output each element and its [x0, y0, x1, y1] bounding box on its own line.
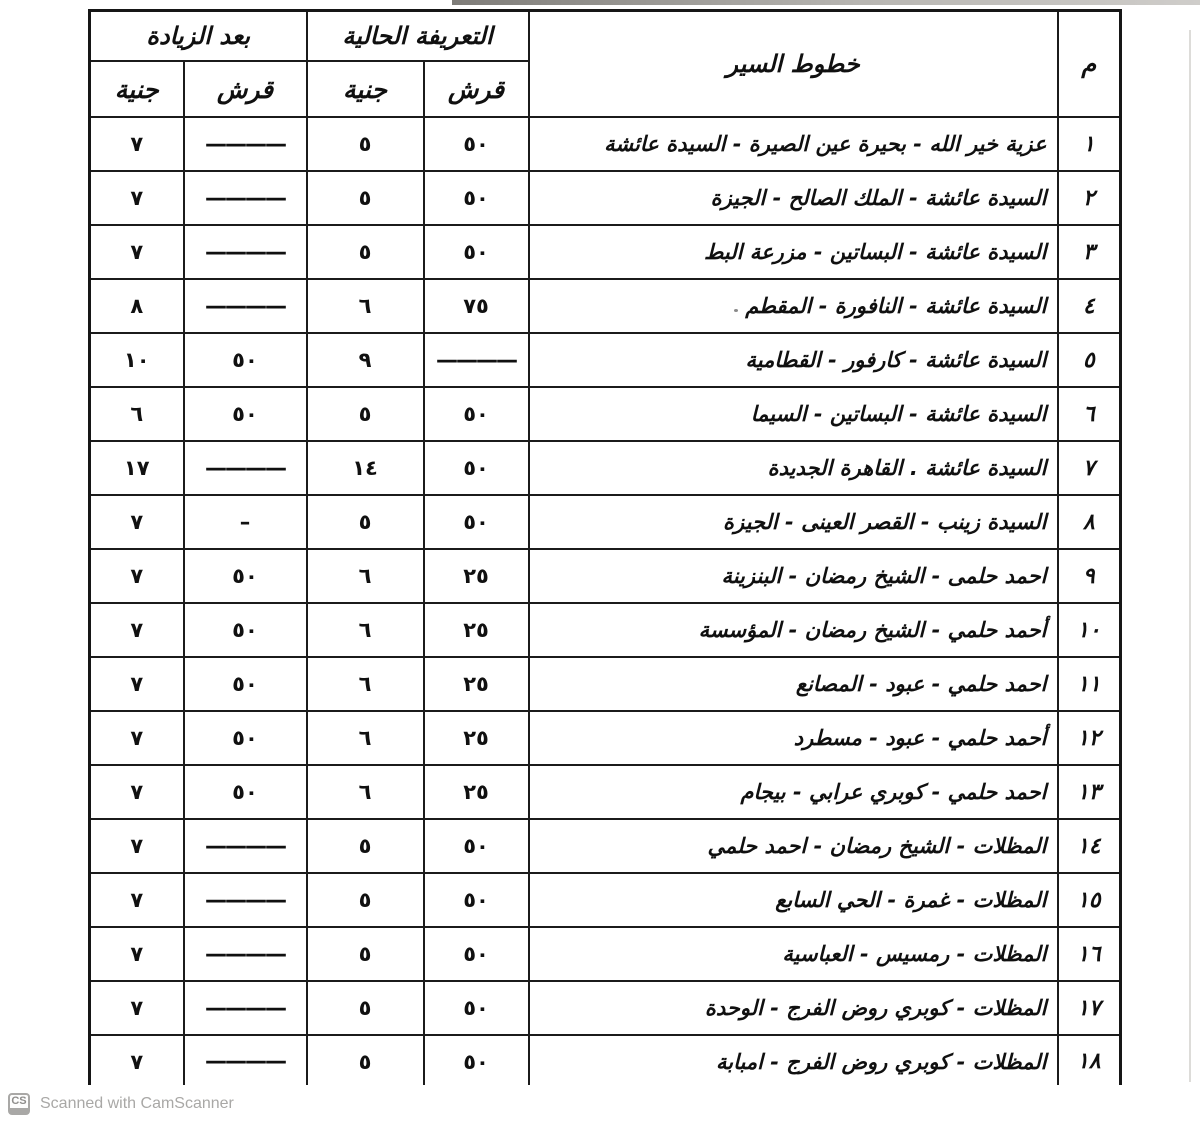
after-piasters-cell: ٥٠ — [184, 387, 307, 441]
route-cell: المظلات - كوبري روض الفرج - امبابة — [529, 1035, 1058, 1089]
serial-cell: ٤ — [1058, 279, 1121, 333]
current-piasters-cell: ٢٥ — [424, 657, 529, 711]
after-pounds-cell: ٨ — [90, 279, 184, 333]
serial-cell: ٥ — [1058, 333, 1121, 387]
current-piasters-cell: ٥٠ — [424, 225, 529, 279]
route-cell: المظلات - الشيخ رمضان - احمد حلمي — [529, 819, 1058, 873]
current-pounds-cell: ٦ — [307, 279, 424, 333]
serial-cell: ١٤ — [1058, 819, 1121, 873]
after-pounds-cell: ١٠ — [90, 333, 184, 387]
route-cell: السيدة عائشة . القاهرة الجديدة — [529, 441, 1058, 495]
route-cell: احمد حلمى - الشيخ رمضان - البنزينة — [529, 549, 1058, 603]
route-cell: المظلات - رمسيس - العباسية — [529, 927, 1058, 981]
current-piasters-cell: ٥٠ — [424, 117, 529, 171]
current-pounds-cell: ٦ — [307, 657, 424, 711]
after-piasters-cell: ———— — [184, 171, 307, 225]
current-piasters-cell: ٢٥ — [424, 603, 529, 657]
after-piasters-cell: ———— — [184, 927, 307, 981]
route-cell: السيدة زينب - القصر العينى - الجيزة — [529, 495, 1058, 549]
route-cell: السيدة عائشة - الملك الصالح - الجيزة — [529, 171, 1058, 225]
current-pounds-cell: ٥ — [307, 1035, 424, 1089]
serial-cell: ٧ — [1058, 441, 1121, 495]
table-body — [90, 117, 1121, 1089]
current-pounds-cell: ٥ — [307, 873, 424, 927]
serial-cell: ٨ — [1058, 495, 1121, 549]
current-pounds-cell: ١٤ — [307, 441, 424, 495]
after-piasters-cell: ٥٠ — [184, 603, 307, 657]
header-routes: خطوط السير — [529, 11, 1058, 118]
camscanner-logo-icon: CS — [8, 1093, 30, 1115]
after-pounds-cell: ٧ — [90, 981, 184, 1035]
current-pounds-cell: ٥ — [307, 225, 424, 279]
current-pounds-cell: ٥ — [307, 981, 424, 1035]
route-cell: عزية خير الله - بحيرة عين الصيرة - السيدة عائشة — [529, 117, 1058, 171]
serial-cell: ١٧ — [1058, 981, 1121, 1035]
after-piasters-cell: ———— — [184, 441, 307, 495]
after-pounds-cell: ٧ — [90, 765, 184, 819]
after-pounds-cell: ٦ — [90, 387, 184, 441]
after-piasters-cell: ———— — [184, 225, 307, 279]
serial-cell: ١١ — [1058, 657, 1121, 711]
current-piasters-cell: ٢٥ — [424, 711, 529, 765]
table-row — [90, 819, 1121, 873]
table-row — [90, 1035, 1121, 1089]
current-pounds-cell: ٥ — [307, 117, 424, 171]
after-piasters-cell: ٥٠ — [184, 333, 307, 387]
current-piasters-cell: ٥٠ — [424, 981, 529, 1035]
after-pounds-cell: ١٧ — [90, 441, 184, 495]
after-piasters-cell: ———— — [184, 279, 307, 333]
current-pounds-cell: ٦ — [307, 603, 424, 657]
current-pounds-cell: ٦ — [307, 549, 424, 603]
after-piasters-cell: ٥٠ — [184, 549, 307, 603]
route-cell: احمد حلمي - كوبري عرابي - بيجام — [529, 765, 1058, 819]
after-pounds-cell: ٧ — [90, 657, 184, 711]
header-after-pounds: جنية — [90, 61, 184, 117]
route-cell: السيدة عائشة - كارفور - القطامية — [529, 333, 1058, 387]
header-after-piasters: قرش — [184, 61, 307, 117]
scan-edge-artifact-right — [1189, 30, 1191, 1082]
route-cell: المظلات - غمرة - الحي السابع — [529, 873, 1058, 927]
camscanner-footer — [0, 1085, 1200, 1122]
after-pounds-cell: ٧ — [90, 603, 184, 657]
table-row — [90, 225, 1121, 279]
serial-cell: ١٥ — [1058, 873, 1121, 927]
serial-cell: ٢ — [1058, 171, 1121, 225]
table-row — [90, 981, 1121, 1035]
table-row — [90, 279, 1121, 333]
table-row — [90, 711, 1121, 765]
serial-cell: ١٣ — [1058, 765, 1121, 819]
current-piasters-cell: ٥٠ — [424, 819, 529, 873]
table-row — [90, 495, 1121, 549]
after-piasters-cell: ———— — [184, 981, 307, 1035]
after-piasters-cell: ———— — [184, 117, 307, 171]
serial-cell: ٦ — [1058, 387, 1121, 441]
after-piasters-cell: ٥٠ — [184, 711, 307, 765]
table-row — [90, 603, 1121, 657]
current-pounds-cell: ٥ — [307, 387, 424, 441]
current-pounds-cell: ٦ — [307, 711, 424, 765]
route-cell: أحمد حلمي - عبود - مسطرد — [529, 711, 1058, 765]
serial-cell: ١٦ — [1058, 927, 1121, 981]
serial-cell: ١ — [1058, 117, 1121, 171]
table-header — [90, 11, 1121, 118]
serial-cell: ١٨ — [1058, 1035, 1121, 1089]
current-piasters-cell: ٥٠ — [424, 1035, 529, 1089]
current-pounds-cell: ٥ — [307, 927, 424, 981]
after-pounds-cell: ٧ — [90, 1035, 184, 1089]
after-piasters-cell: ———— — [184, 1035, 307, 1089]
route-cell: أحمد حلمي - الشيخ رمضان - المؤسسة — [529, 603, 1058, 657]
table-row — [90, 927, 1121, 981]
table-row — [90, 171, 1121, 225]
header-serial: م — [1058, 11, 1121, 118]
table-row — [90, 333, 1121, 387]
current-piasters-cell: ٥٠ — [424, 927, 529, 981]
table-row — [90, 765, 1121, 819]
fare-table — [88, 9, 1122, 1091]
after-pounds-cell: ٧ — [90, 171, 184, 225]
current-piasters-cell: ٧٥ — [424, 279, 529, 333]
current-pounds-cell: ٥ — [307, 819, 424, 873]
current-piasters-cell: ٥٠ — [424, 873, 529, 927]
after-pounds-cell: ٧ — [90, 117, 184, 171]
after-pounds-cell: ٧ — [90, 711, 184, 765]
current-pounds-cell: ٦ — [307, 765, 424, 819]
table-row — [90, 873, 1121, 927]
current-piasters-cell: ٥٠ — [424, 441, 529, 495]
current-piasters-cell: ٥٠ — [424, 495, 529, 549]
after-pounds-cell: ٧ — [90, 819, 184, 873]
after-pounds-cell: ٧ — [90, 495, 184, 549]
after-pounds-cell: ٧ — [90, 549, 184, 603]
header-current-piasters: قرش — [424, 61, 529, 117]
route-cell: السيدة عائشة - النافورة - المقطم — [529, 279, 1058, 333]
after-piasters-cell: ———— — [184, 819, 307, 873]
current-piasters-cell: ٢٥ — [424, 765, 529, 819]
current-piasters-cell: ———— — [424, 333, 529, 387]
after-piasters-cell: – — [184, 495, 307, 549]
after-pounds-cell: ٧ — [90, 873, 184, 927]
current-piasters-cell: ٥٠ — [424, 171, 529, 225]
route-cell: المظلات - كوبري روض الفرج - الوحدة — [529, 981, 1058, 1035]
route-cell: احمد حلمي - عبود - المصانع — [529, 657, 1058, 711]
route-cell: السيدة عائشة - البساتين - السيما — [529, 387, 1058, 441]
route-cell: السيدة عائشة - البساتين - مزرعة البط — [529, 225, 1058, 279]
header-current-tariff: التعريفة الحالية — [307, 11, 529, 62]
serial-cell: ٣ — [1058, 225, 1121, 279]
after-piasters-cell: ———— — [184, 873, 307, 927]
header-after-increase: بعد الزيادة — [90, 11, 307, 62]
table-row — [90, 441, 1121, 495]
after-pounds-cell: ٧ — [90, 927, 184, 981]
header-current-pounds: جنية — [307, 61, 424, 117]
after-piasters-cell: ٥٠ — [184, 657, 307, 711]
table-row — [90, 549, 1121, 603]
current-pounds-cell: ٥ — [307, 171, 424, 225]
table-row — [90, 387, 1121, 441]
serial-cell: ١٠ — [1058, 603, 1121, 657]
table-row — [90, 117, 1121, 171]
current-piasters-cell: ٢٥ — [424, 549, 529, 603]
serial-cell: ٩ — [1058, 549, 1121, 603]
after-pounds-cell: ٧ — [90, 225, 184, 279]
scan-edge-artifact-top — [452, 0, 1200, 5]
after-piasters-cell: ٥٠ — [184, 765, 307, 819]
table-row — [90, 657, 1121, 711]
camscanner-watermark-text: Scanned with CamScanner — [40, 1094, 234, 1112]
current-pounds-cell: ٥ — [307, 495, 424, 549]
current-pounds-cell: ٩ — [307, 333, 424, 387]
current-piasters-cell: ٥٠ — [424, 387, 529, 441]
serial-cell: ١٢ — [1058, 711, 1121, 765]
